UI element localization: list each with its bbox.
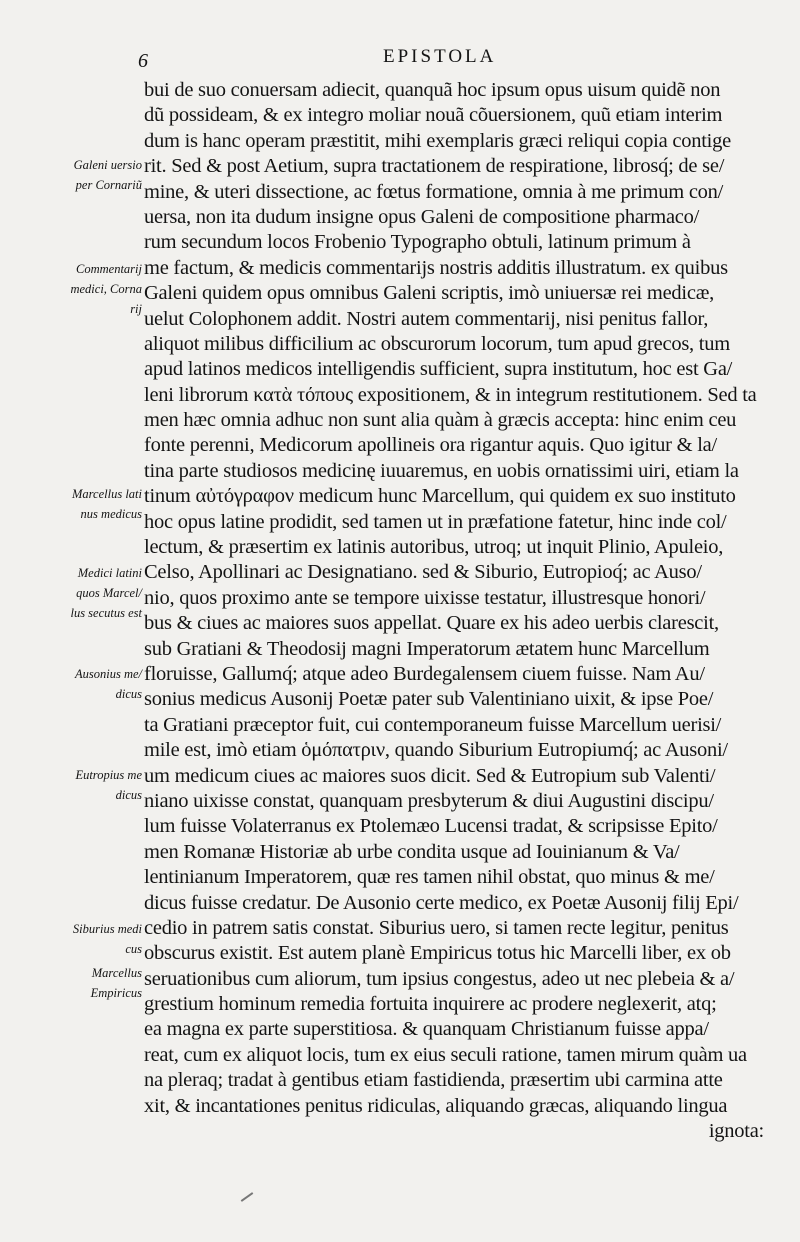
text-line: lentinianum Imperatorem, quæ res tamen nihil obstat, quo minus & me/ xyxy=(144,866,715,889)
marginal-note xyxy=(44,155,142,195)
marginal-note-line: nus medicus xyxy=(80,507,142,521)
marginal-note xyxy=(44,259,142,319)
text-line: na pleraq; tradat à gentibus etiam fastidienda, præsertim ubi carmina atte xyxy=(144,1069,723,1092)
text-line: ea magna ex parte superstitiosa. & quanquam Christianum fuisse appa/ xyxy=(144,1018,709,1041)
marginal-note xyxy=(44,919,142,959)
text-line: reat, cum ex aliquot locis, tum ex eius seculi ratione, tamen mirum quàm ua xyxy=(144,1043,747,1066)
marginal-note-line: Ausonius me/ xyxy=(74,667,142,681)
text-line: dicus fuisse credatur. De Ausonio certe medico, ex Poetæ Ausonij filij Epi/ xyxy=(144,891,739,914)
marginal-note-line: Empiricus xyxy=(90,986,142,1000)
marginal-note-line: Marcellus lati xyxy=(71,487,142,501)
text-line: bui de suo conuersam adiecit, quanquã hoc ipsum opus uisum quidẽ non xyxy=(144,79,721,101)
text-line: lectum, & præsertim ex latinis autoribus, utroq; ut inquit Plinio, Apuleio, xyxy=(144,536,724,559)
text-line: tina parte studiosos medicinę iuuaremus, en uobis ornatissimi uiri, etiam la xyxy=(144,459,739,482)
text-line: fonte perenni, Medicorum apollineis ora rigantur aquis. Quo igitur & la/ xyxy=(144,434,717,457)
text-line: ta Gratiani præceptor fuit, cui contemporaneum fuisse Marcellum uerisi/ xyxy=(144,713,722,736)
text-line: dum is hanc operam præstitit, mihi exemplaris græci reliqui copia contige xyxy=(144,129,731,152)
marginal-note-line: medici, Corna xyxy=(70,282,142,296)
marginal-note-line: Marcellus xyxy=(91,966,142,980)
marginal-note-line: Eutropius me xyxy=(75,768,142,782)
text-line: hoc opus latine prodidit, sed tamen ut in præfatione fatetur, hinc inde col/ xyxy=(144,510,727,533)
body-text xyxy=(144,78,764,1144)
text-line: Celso, Apollinari ac Designatiano. sed & Siburio, Eutropioq́; ac Auso/ xyxy=(144,561,702,584)
marginal-note xyxy=(44,563,142,623)
text-line: cedio in patrem satis constat. Siburius uero, si tamen recte legitur, penitus xyxy=(144,916,729,939)
marginal-note-line: Galeni uersio xyxy=(73,158,142,172)
marginal-note xyxy=(44,664,142,704)
text-line: bus & ciues ac maiores suos appellat. Quare ex his adeo uerbis clarescit, xyxy=(144,612,719,635)
marginal-note xyxy=(44,765,142,805)
page-number: 6 xyxy=(138,50,148,72)
marginal-note-line: cus xyxy=(125,942,142,956)
text-line: uersa, non ita dudum insigne opus Galeni de compositione pharmaco/ xyxy=(144,205,700,228)
marginal-note-line: Siburius medi xyxy=(72,922,142,936)
text-line: dũ possideam, & ex integro moliar nouã cõuersionem, quũ etiam interim xyxy=(144,104,723,127)
text-line: grestium hominum remedia fortuita inquirere ac prodere neglexerit, atq; xyxy=(144,993,717,1016)
text-line: men hæc omnia adhuc non sunt alia quàm à græcis accepta: hinc enim ceu xyxy=(144,409,737,432)
text-line: seruationibus cum aliorum, tum ipsius congestus, adeo ut nec plebeia & a/ xyxy=(144,967,735,990)
text-line: nio, quos proximo ante se tempore uixisse testatur, illustresque honori/ xyxy=(144,586,706,609)
text-line: lum fuisse Volaterranus ex Ptolemæo Lucensi tradat, & scripsisse Epito/ xyxy=(144,815,718,838)
text-line: uelut Colophonem addit. Nostri autem commentarij, nisi penitus fallor, xyxy=(144,307,709,330)
text-line: apud latinos medicos intelligendis sufficient, supra institutum, hoc est Ga/ xyxy=(144,358,733,381)
text-line: Galeni quidem opus omnibus Galeni scriptis, imò uniuersæ rei medicæ, xyxy=(144,282,715,305)
text-line: leni librorum κατὰ τόπους expositionem, & in integrum restitutionem. Sed ta xyxy=(144,383,757,406)
text-line: tinum αὐτόγραφον medicum hunc Marcellum, qui quidem ex suo instituto xyxy=(144,485,736,508)
marginal-note-line: Commentarij xyxy=(76,262,142,276)
text-line: aliquot milibus difficilium ac obscurorum locorum, tum apud grecos, tum xyxy=(144,332,730,355)
text-line: xit, & incantationes penitus ridiculas, aliquando græcas, aliquando lingua xyxy=(144,1094,728,1117)
text-line: sub Gratiani & Theodosij magni Imperatorum ætatem hunc Marcellum xyxy=(144,637,710,660)
running-head: EPISTOLA xyxy=(383,46,497,67)
text-line: niano uixisse constat, quanquam presbyterum & diui Augustini discipu/ xyxy=(144,789,714,812)
marginal-note-line: quos Marcel/ xyxy=(76,586,142,600)
marginal-note xyxy=(44,963,142,1003)
marginal-note-line: dicus xyxy=(115,788,142,802)
marginal-note-line: Medici latini xyxy=(77,566,142,580)
text-line: mile est, imò etiam ὁμόπατριν, quando Siburium Eutropiumq́; ac Ausoni/ xyxy=(144,739,728,762)
marginal-note-line: lus secutus est xyxy=(70,606,142,620)
marginal-note-line: dicus xyxy=(115,687,142,701)
text-line: rit. Sed & post Aetium, supra tractationem de respiratione, librosq́; de se/ xyxy=(144,155,725,178)
text-line: obscurus existit. Est autem planè Empiricus totus hic Marcelli liber, ex ob xyxy=(144,942,731,965)
text-line: rum secundum locos Frobenio Typographo obtuli, latinum primum à xyxy=(144,231,691,254)
ink-mark xyxy=(241,1192,254,1202)
text-line: me factum, & medicis commentarijs nostris additis illustratum. ex quibus xyxy=(144,256,728,279)
marginal-note xyxy=(44,484,142,524)
text-line: mine, & uteri dissectione, ac fœtus formatione, omnia à me primum con/ xyxy=(144,180,724,203)
text-line: um medicum ciues ac maiores suos dicit. Sed & Eutropium sub Valenti/ xyxy=(144,764,716,787)
marginal-note-line: rij xyxy=(130,302,142,316)
catchword: ignota: xyxy=(708,1120,764,1143)
marginal-note-line: per Cornariũ xyxy=(75,178,142,192)
text-line: men Romanæ Historiæ ab urbe condita usque ad Iouinianum & Va/ xyxy=(144,840,680,863)
text-line: floruisse, Gallumq́; atque adeo Burdegalensem ciuem fuisse. Nam Au/ xyxy=(144,662,705,685)
text-line: sonius medicus Ausonij Poetæ pater sub Valentiniano uixit, & ipse Poe/ xyxy=(144,688,714,711)
